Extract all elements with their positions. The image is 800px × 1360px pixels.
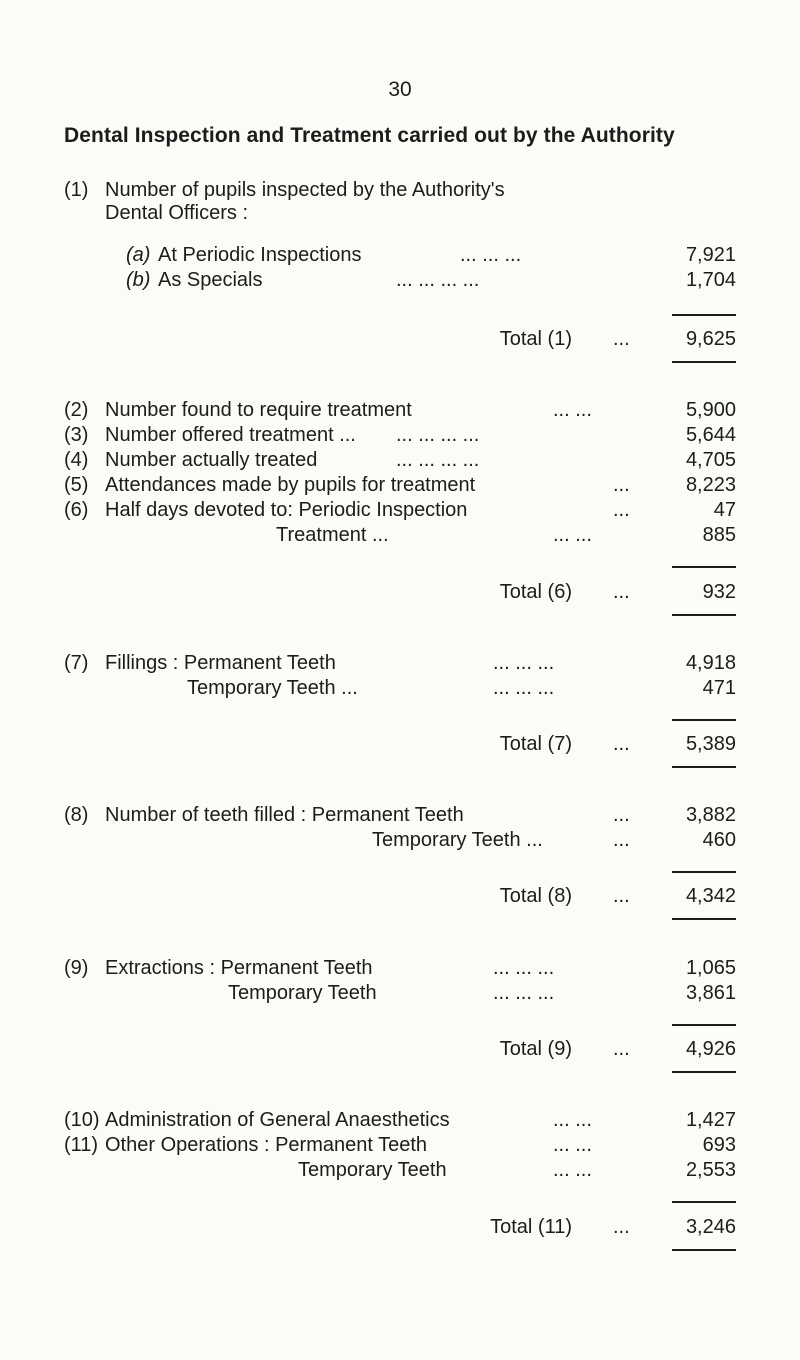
- dot-leader: ...: [613, 474, 630, 496]
- dot-leader: ... ... ... ...: [396, 449, 480, 471]
- item-text: Other Operations : Permanent Teeth: [105, 1134, 428, 1156]
- item-number: (8): [64, 804, 89, 826]
- item-number: (4): [64, 449, 89, 471]
- total-rule-bottom: [672, 766, 736, 768]
- item-number: (6): [64, 499, 89, 521]
- page-title: Dental Inspection and Treatment carried out by the Authority: [64, 124, 675, 147]
- value-cell: 3,882: [685, 804, 736, 826]
- subitem-label: (b): [126, 269, 151, 291]
- total-value: 9,625: [685, 328, 736, 350]
- value-cell: 5,644: [685, 424, 736, 446]
- dot-leader: ... ...: [553, 399, 592, 421]
- value-cell: 693: [702, 1134, 736, 1156]
- total-label: Total (9): [499, 1038, 572, 1060]
- dot-leader: ...: [613, 885, 630, 907]
- item-text: Extractions : Permanent Teeth: [105, 957, 373, 979]
- dot-leader: ... ...: [553, 524, 592, 546]
- dot-leader: ... ...: [553, 1109, 592, 1131]
- total-value: 4,342: [685, 885, 736, 907]
- item-number: (10): [64, 1109, 100, 1131]
- dot-leader: ... ... ...: [493, 982, 555, 1004]
- value-cell: 7,921: [685, 244, 736, 266]
- value-cell: 1,704: [685, 269, 736, 291]
- value-cell: 885: [702, 524, 736, 546]
- dot-leader: ...: [613, 829, 630, 851]
- total-label: Total (7): [499, 733, 572, 755]
- subitem-text: Temporary Teeth: [228, 982, 377, 1004]
- value-cell: 1,427: [685, 1109, 736, 1131]
- item-text: Number of teeth filled : Permanent Teeth: [105, 804, 464, 826]
- subitem-text: As Specials: [158, 269, 263, 291]
- item-text: Attendances made by pupils for treatment: [105, 474, 476, 496]
- total-rule-bottom: [672, 1071, 736, 1073]
- total-rule-top: [672, 1024, 736, 1026]
- value-cell: 47: [713, 499, 736, 521]
- item-text: Number offered treatment ...: [105, 424, 356, 446]
- total-value: 4,926: [685, 1038, 736, 1060]
- page-number: 30: [388, 78, 412, 101]
- item-number: (11): [64, 1134, 99, 1156]
- item-text: Administration of General Anaesthetics: [105, 1109, 450, 1131]
- dot-leader: ... ... ... ...: [396, 269, 480, 291]
- dot-leader: ... ...: [553, 1134, 592, 1156]
- subitem-text: Temporary Teeth: [298, 1159, 447, 1181]
- value-cell: 2,553: [685, 1159, 736, 1181]
- value-cell: 460: [702, 829, 736, 851]
- total-label: Total (11): [490, 1216, 572, 1238]
- item-number: (7): [64, 652, 89, 674]
- dot-leader: ...: [613, 499, 630, 521]
- item-number: (2): [64, 399, 89, 421]
- total-rule-bottom: [672, 614, 736, 616]
- total-rule-bottom: [672, 1249, 736, 1251]
- value-cell: 3,861: [685, 982, 736, 1004]
- subitem-text: Treatment ...: [276, 524, 389, 546]
- item-text: Half days devoted to: Periodic Inspection: [105, 499, 468, 521]
- value-cell: 4,705: [685, 449, 736, 471]
- total-value: 932: [702, 581, 736, 603]
- item-text: Fillings : Permanent Teeth: [105, 652, 336, 674]
- value-cell: 4,918: [685, 652, 736, 674]
- subitem-text: Temporary Teeth ...: [372, 829, 543, 851]
- dot-leader: ... ... ...: [493, 957, 555, 979]
- total-rule-top: [672, 1201, 736, 1203]
- total-rule-top: [672, 314, 736, 316]
- total-label: Total (8): [499, 885, 572, 907]
- dot-leader: ...: [613, 581, 630, 603]
- dot-leader: ... ... ... ...: [396, 424, 480, 446]
- dot-leader: ...: [613, 804, 630, 826]
- item-text: Number of pupils inspected by the Authority's: [105, 179, 505, 201]
- value-cell: 471: [702, 677, 736, 699]
- dot-leader: ... ... ...: [493, 652, 555, 674]
- item-number: (3): [64, 424, 89, 446]
- value-cell: 8,223: [685, 474, 736, 496]
- total-rule-top: [672, 566, 736, 568]
- item-number: (5): [64, 474, 89, 496]
- item-text: Number actually treated: [105, 449, 318, 471]
- total-rule-bottom: [672, 361, 736, 363]
- dot-leader: ...: [613, 328, 630, 350]
- dot-leader: ...: [613, 733, 630, 755]
- subitem-text: Temporary Teeth ...: [187, 677, 358, 699]
- subitem-text: At Periodic Inspections: [158, 244, 362, 266]
- value-cell: 5,900: [685, 399, 736, 421]
- total-label: Total (1): [499, 328, 572, 350]
- total-value: 3,246: [685, 1216, 736, 1238]
- item-number: (9): [64, 957, 89, 979]
- dot-leader: ... ... ...: [460, 244, 522, 266]
- total-rule-top: [672, 719, 736, 721]
- item-text-continued: Dental Officers :: [105, 202, 249, 224]
- total-value: 5,389: [685, 733, 736, 755]
- dot-leader: ...: [613, 1216, 630, 1238]
- dot-leader: ... ... ...: [493, 677, 555, 699]
- dot-leader: ... ...: [553, 1159, 592, 1181]
- total-rule-bottom: [672, 918, 736, 920]
- dot-leader: ...: [613, 1038, 630, 1060]
- subitem-label: (a): [126, 244, 151, 266]
- total-rule-top: [672, 871, 736, 873]
- item-number: (1): [64, 179, 89, 201]
- total-label: Total (6): [499, 581, 572, 603]
- value-cell: 1,065: [685, 957, 736, 979]
- item-text: Number found to require treatment: [105, 399, 412, 421]
